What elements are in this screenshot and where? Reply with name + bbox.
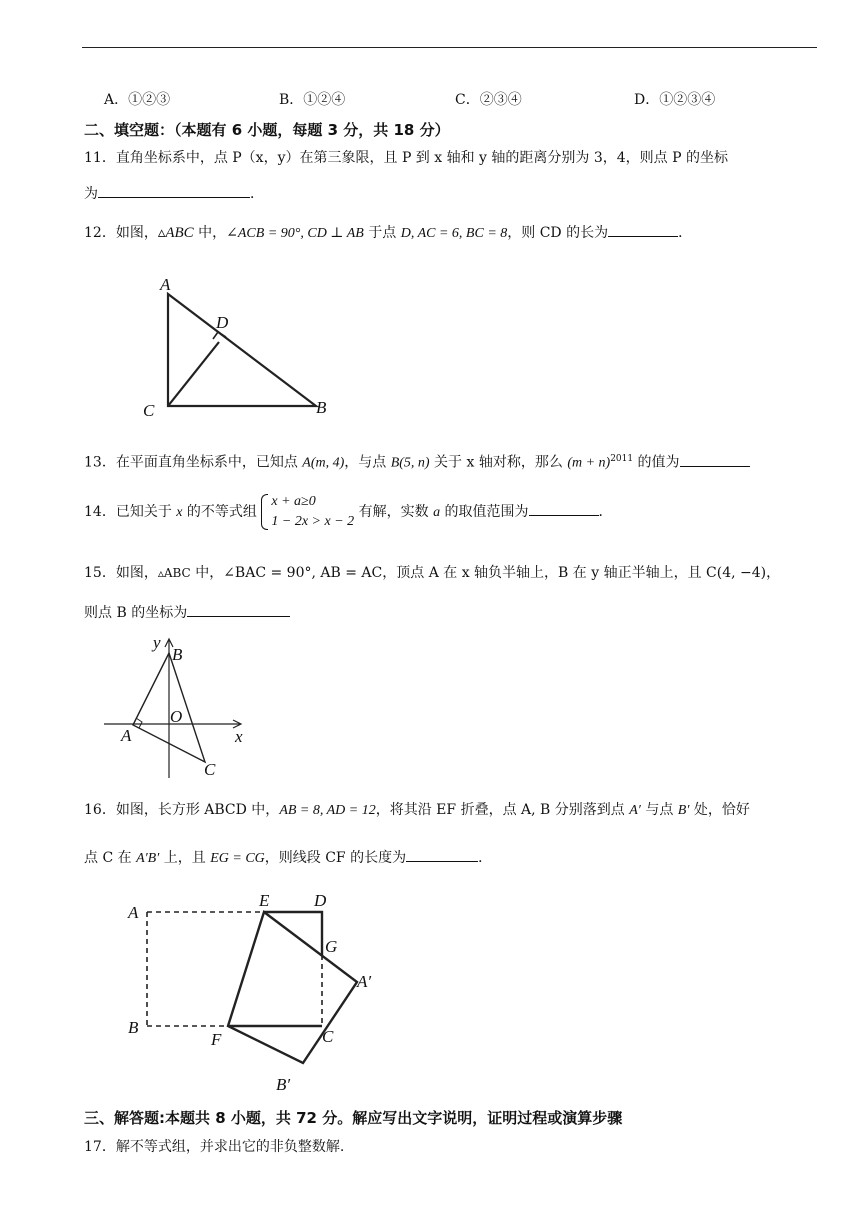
q16-mid3: 与点 <box>640 802 678 818</box>
section3-heading: 三、解答题:本题共 8 小题，共 72 分。解应写出文字说明，证明过程或演算步骤 <box>84 1109 623 1127</box>
q16-label-g: G <box>325 937 338 956</box>
q14-text <box>84 492 613 532</box>
q15-label-o: O <box>170 707 183 726</box>
q11-line2 <box>84 182 264 204</box>
q16-line2-math: EG = CG <box>210 851 265 866</box>
q16-line2-seg: A′B′ <box>136 851 160 866</box>
q17-text: 17．解不等式组，并求出它的非负整数解. <box>84 1139 345 1155</box>
q15-math: ∠BAC = 90°, AB = AC <box>223 565 383 581</box>
q12-answer-blank[interactable] <box>608 221 678 237</box>
q15-end: ， <box>766 565 781 581</box>
q12-pre: 12．如图， <box>84 225 158 241</box>
q16-line2-pre: 点 C 在 <box>84 850 137 866</box>
q12-label-a: A <box>160 275 171 294</box>
q15-y-axis-arrow <box>165 639 173 647</box>
option-d: D．①②③④ <box>634 92 716 108</box>
q16-label-d: D <box>314 891 327 910</box>
q16-label-b1: B′ <box>276 1075 291 1094</box>
q15-coord: (4, −4) <box>716 565 767 581</box>
option-c: C．②③④ <box>455 92 522 108</box>
q13-mid2: 关于 x 轴对称，那么 <box>429 454 568 471</box>
q16-b1: B′ <box>677 803 690 818</box>
q11-line1: 11．直角坐标系中，点 P（x，y）在第三象限，且 P 到 x 轴和 y 轴的距离分别为 3，4，则点 P 的坐标 <box>84 150 728 166</box>
q12-text <box>84 221 692 244</box>
q13-answer-blank[interactable] <box>680 451 750 467</box>
q12-label-d: D <box>216 313 229 332</box>
q16-folded-quad <box>228 912 357 1063</box>
q12-altitude-cd <box>168 342 219 406</box>
q11-line2-pre: 为 <box>84 186 98 202</box>
q12-math2: D, AC = 6, BC = 8 <box>400 226 508 241</box>
q15-line2-text: 则点 B 的坐标为 <box>84 605 188 621</box>
q12-mid: 中， <box>193 225 227 241</box>
q14-var2: a <box>433 505 441 520</box>
q16-label-f: F <box>211 1030 222 1049</box>
q12-triangle: ▵ABC <box>157 225 194 241</box>
option-b: B．①②④ <box>279 92 346 108</box>
section2-heading: 二、填空题：（本题有 6 小题，每题 3 分，共 18 分） <box>84 121 450 139</box>
q12-right-angle-mark <box>213 332 226 339</box>
q14-mid: 的不等式组 <box>182 504 262 520</box>
q16-line2 <box>84 846 492 869</box>
q14-ineq1: x + a≥0 <box>271 494 316 509</box>
q15-label-y: y <box>153 633 161 652</box>
q16-answer-blank[interactable] <box>406 846 478 862</box>
q15-right-angle-mark <box>136 718 142 728</box>
q16-post: 处，恰好 <box>689 802 750 818</box>
q15-label-a: A <box>121 726 132 745</box>
q15-triangle-shape <box>133 653 205 762</box>
q16-solid-edg <box>264 912 322 955</box>
q13-math1: A(m, 4) <box>302 455 345 471</box>
q15-label-c: C <box>204 760 216 779</box>
q16-a1: A′ <box>629 803 641 818</box>
q16-line2-mid: 上，且 <box>159 850 211 866</box>
q14-pre: 14．已知关于 <box>84 504 177 520</box>
q13-math2: B(5, n) <box>390 455 430 471</box>
q12-end: ． <box>678 225 693 241</box>
q14-end: ． <box>598 504 613 520</box>
q13-exponent: 2011 <box>610 454 634 464</box>
q11-answer-blank[interactable] <box>98 182 250 198</box>
q15-label-b: B <box>172 645 183 664</box>
q16-pts: A, B <box>521 802 551 818</box>
q16-label-b: B <box>128 1018 139 1037</box>
q14-var: x <box>176 505 183 520</box>
q14-post: 有解，实数 <box>354 504 434 520</box>
q14-inequality-system <box>261 492 354 532</box>
header-rule <box>82 47 817 48</box>
q13-pre: 13．在平面直角坐标系中，已知点 <box>84 454 303 471</box>
q16-label-a1: A′ <box>357 972 372 991</box>
q14-answer-blank[interactable] <box>529 500 599 516</box>
q16-pre: 16．如图，长方形 ABCD 中， <box>84 802 280 818</box>
q15-line1 <box>84 563 780 583</box>
q15-answer-blank[interactable] <box>187 601 290 617</box>
q16-label-c: C <box>322 1027 334 1046</box>
q13-mid: ，与点 <box>344 454 391 471</box>
q16-math: AB = 8, AD = 12 <box>279 803 376 818</box>
q16-mid: ，将其沿 EF 折叠，点 <box>375 802 522 818</box>
q16-label-e: E <box>259 891 270 910</box>
q16-mid2: 分别落到点 <box>550 802 630 818</box>
q12-label-b: B <box>316 398 327 417</box>
q16-end: ． <box>478 850 493 866</box>
q15-x-axis-arrow <box>233 720 241 728</box>
q16-label-a: A <box>128 903 139 922</box>
q15-label-x: x <box>235 727 243 746</box>
q14-ineq2: 1 − 2x > x − 2 <box>271 514 355 529</box>
q11-line2-post: ． <box>250 186 264 202</box>
q12-math: ∠ACB = 90°, CD ⊥ AB <box>226 226 364 241</box>
q16-line1 <box>84 800 750 821</box>
q15-triangle: ▵ABC <box>157 566 191 580</box>
q15-line2 <box>84 601 290 623</box>
option-a: A．①②③ <box>104 92 171 108</box>
q12-post: ，则 CD 的长为 <box>507 225 609 241</box>
q13-math3: (m + n) <box>567 455 611 471</box>
q12-mid2: 于点 <box>363 225 401 241</box>
q13-text <box>84 449 750 474</box>
q16-line2-post: ，则线段 CF 的长度为 <box>264 850 407 866</box>
q12-triangle-shape <box>168 294 316 406</box>
q14-post2: 的取值范围为 <box>440 504 529 520</box>
q15-post: ，顶点 A 在 x 轴负半轴上，B 在 y 轴正半轴上，且 C <box>382 565 717 581</box>
q13-post: 的值为 <box>633 454 680 471</box>
q12-label-c: C <box>143 401 155 420</box>
q15-mid: 中， <box>190 565 224 581</box>
q15-pre: 15．如图， <box>84 565 158 581</box>
